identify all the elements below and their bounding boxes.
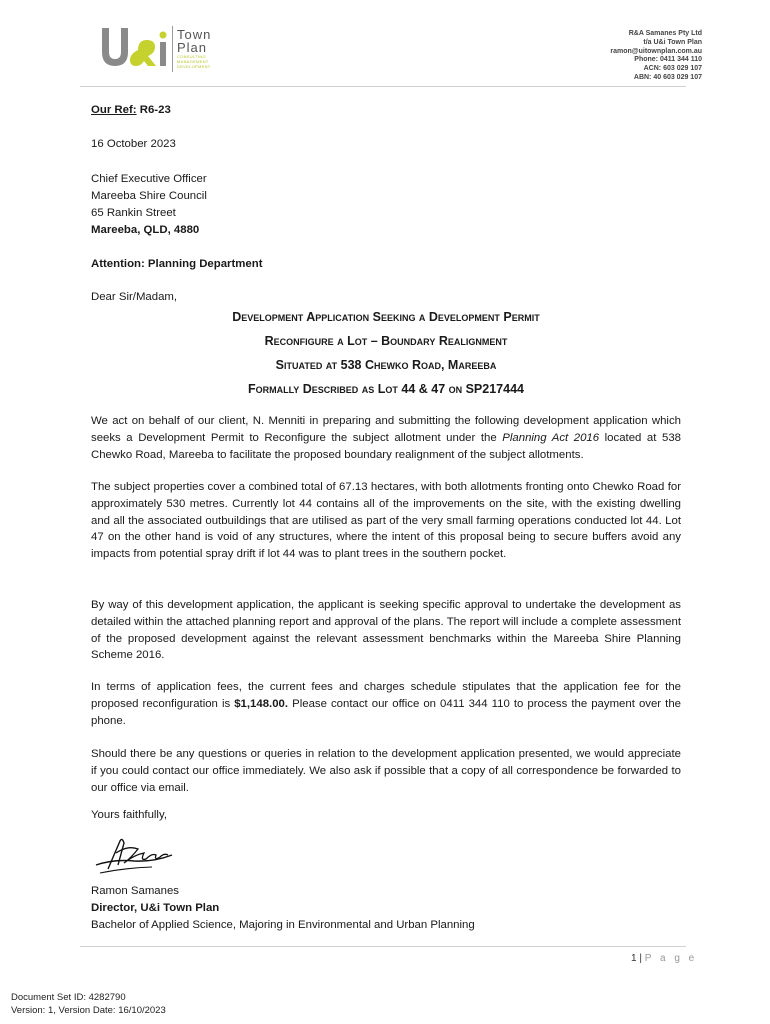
paragraph-fees (91, 679, 681, 729)
brand-tagline-2: MANAGEMENT (177, 59, 209, 64)
our-reference (91, 102, 171, 119)
letter-date: 16 October 2023 (91, 138, 176, 150)
page-separator: | (639, 953, 642, 964)
signer-name: Ramon Samanes (91, 885, 180, 897)
salutation: Dear Sir/Madam, (91, 291, 178, 303)
recipient-organisation: Mareeba Shire Council (91, 190, 207, 202)
recipient-title: Chief Executive Officer (91, 173, 207, 185)
page-number: 1 (631, 953, 637, 964)
subject-line-4: Formally Described as Lot 44 & 47 on SP217444 (248, 382, 524, 396)
paragraph-intro-part-1: We act on behalf of our client, N. Menniti in preparing and submitting the following development application which seeks a Development Permit to Reconfigure the subject allotment under the (91, 415, 681, 444)
recipient-locality: Mareeba, QLD, 4880 (91, 224, 200, 236)
header-rule (80, 86, 686, 87)
brand-tagline-3: DEVELOPMENT (177, 64, 211, 69)
document-version: Version: 1, Version Date: 16/10/2023 (11, 1004, 166, 1016)
closing: Yours faithfully, (91, 809, 167, 821)
paragraph-intro-part-2: located at 538 Chewko Road, Mareeba to facilitate the proposed boundary realignment of the subject allotments. (91, 431, 681, 461)
sender-trading-as: t/a U&i Town Plan (643, 38, 702, 46)
signer-qualification: Bachelor of Applied Science, Majoring in Environmental and Urban Planning (91, 919, 475, 931)
paragraph-fees-part-2: Please contact our office on 0411 344 110 to process the payment over the phone. (91, 697, 681, 727)
brand-town: Town (177, 27, 212, 42)
sender-details (610, 30, 702, 83)
sender-email: ramon@uitownplan.com.au (610, 47, 702, 55)
paragraph-fees-part-1: In terms of application fees, the current fees and charges schedule stipulates that the application fee for the proposed reconfiguration is (91, 681, 681, 710)
paragraph-site-description: The subject properties cover a combined total of 67.13 hectares, with both allotments fronting onto Chewko Road for approximately 530 metres. Currently lot 44 contains all of the improvements on the site, with the existing dwelling and all the associated outbuildings that are utilised as part of the very small farming operations conducted lot 44. Lot 47 on the other hand is void of any structures, where the intent of this proposal being to secure buffers avoid any impacts from potential spray drift if lot 44 was to plant trees in the southern pocket. (91, 481, 681, 561)
brand-tagline-1: CONSULTING (177, 54, 206, 59)
subject-line-2: Reconfigure a Lot – Boundary Realignment (264, 334, 508, 348)
sender-abn: ABN: 40 603 029 107 (633, 73, 702, 81)
page-label: P a g e (644, 953, 698, 964)
paragraph-contact: Should there be any questions or queries in relation to the development application presented, we would appreciate if you could contact our office immediately. We also ask if possible that a copy of all correspondence be forwarded to our office via email. (91, 748, 681, 794)
ref-value: R6-23 (139, 104, 171, 116)
sender-company: R&A Samanes Pty Ltd (628, 30, 702, 37)
subject-heading (91, 305, 681, 401)
footer-rule (80, 946, 686, 947)
subject-line-3: Situated at 538 Chewko Road, Mareeba (275, 358, 497, 372)
brand-plan: Plan (177, 40, 208, 55)
sender-acn: ACN: 603 029 107 (643, 65, 702, 73)
attention-line: Attention: Planning Department (91, 258, 263, 270)
paragraph-approval-sought: By way of this development application, the applicant is seeking specific approval to undertake the development as detailed within the attached planning report and approval of the plans. The report will include a complete assessment of the proposed development against the relevant assessment benchmarks within the Mareeba Shire Planning Scheme 2016. (91, 599, 681, 662)
signer-title: Director, U&i Town Plan (91, 902, 220, 914)
handwritten-signature (94, 835, 176, 875)
application-fee-amount: $1,148.00. (234, 697, 289, 710)
page-number-footer (631, 953, 697, 964)
planning-act-reference: Planning Act 2016 (502, 431, 600, 444)
ref-label: Our Ref: (91, 104, 137, 116)
paragraph-intro (91, 413, 681, 463)
logo-divider (172, 26, 173, 72)
subject-line-1: Development Application Seeking a Development Permit (232, 310, 540, 324)
recipient-street: 65 Rankin Street (91, 207, 176, 219)
sender-phone: Phone: 0411 344 110 (634, 56, 702, 64)
document-set-stamp (11, 992, 166, 1017)
document-set-id: Document Set ID: 4282790 (11, 992, 126, 1003)
